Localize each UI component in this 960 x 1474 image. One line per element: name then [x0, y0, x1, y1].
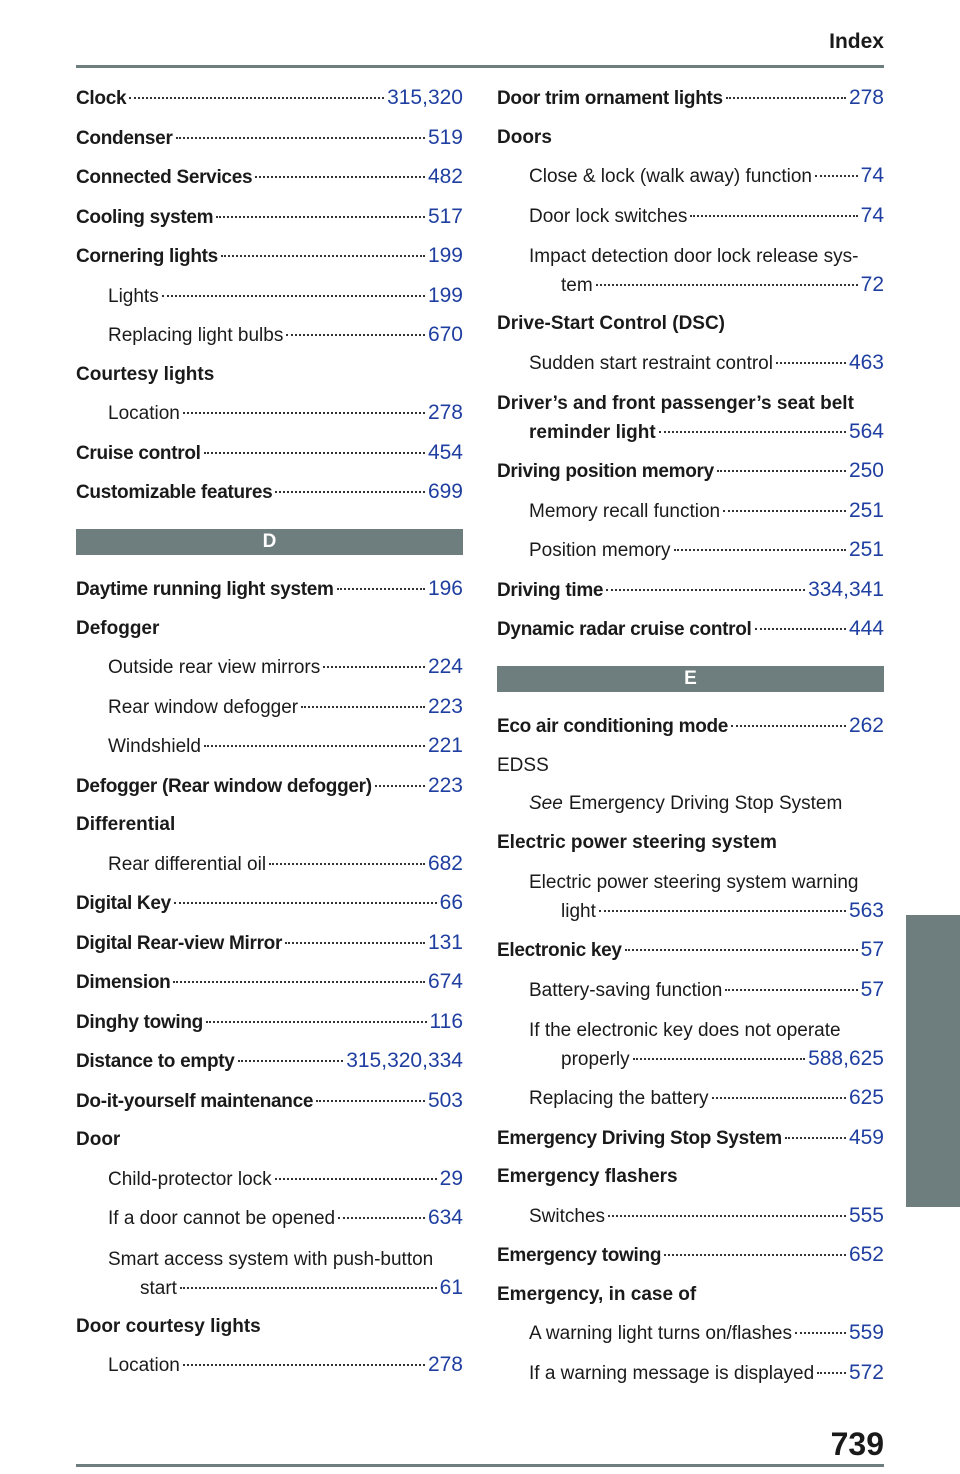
- index-subentry: [76, 401, 463, 426]
- index-subentry: [497, 164, 884, 189]
- leader-dots: [269, 863, 425, 865]
- entry-label-line: Electric power steering system warning: [529, 872, 859, 893]
- page-reference-link[interactable]: 625: [848, 1086, 884, 1109]
- index-heading-label: Differential: [76, 814, 176, 835]
- page-reference-link[interactable]: 278: [427, 1353, 463, 1376]
- page-reference-link[interactable]: 555: [848, 1203, 884, 1227]
- index-entry: [76, 480, 463, 505]
- page-reference-link[interactable]: 251: [848, 498, 884, 522]
- entry-label: Daytime running light system: [76, 579, 334, 600]
- index-entry: [76, 205, 463, 230]
- leader-dots: [596, 284, 858, 286]
- entry-label: Switches: [529, 1205, 606, 1227]
- leader-dots: [173, 981, 425, 983]
- index-column-left: [76, 86, 463, 1393]
- page-reference-link[interactable]: 57: [860, 938, 884, 961]
- leader-dots: [633, 1058, 805, 1060]
- leader-dots: [286, 334, 425, 336]
- page-reference-link[interactable]: 674: [427, 970, 463, 993]
- page-reference-link[interactable]: 196: [427, 577, 463, 600]
- entry-label: Driving position memory: [497, 461, 714, 482]
- index-entry: [76, 1049, 463, 1074]
- entry-label: Close & lock (walk away) function: [529, 166, 812, 187]
- index-heading-label: Courtesy lights: [76, 363, 215, 385]
- page-reference-link[interactable]: 278: [848, 86, 884, 109]
- entry-label: Cruise control: [76, 442, 201, 464]
- entry-label: Digital Rear-view Mirror: [76, 932, 283, 954]
- entry-label: Clock: [76, 88, 127, 109]
- index-heading: [497, 126, 884, 150]
- page-reference-link[interactable]: 670: [427, 323, 463, 346]
- page-reference-link[interactable]: 652: [848, 1243, 884, 1266]
- index-entry: [76, 441, 463, 466]
- leader-dots: [204, 452, 425, 454]
- index-entry-wrapped: [497, 243, 884, 300]
- leader-dots: [337, 588, 425, 590]
- entry-label: Replacing light bulbs: [108, 325, 284, 346]
- page-reference-link[interactable]: 334,341: [808, 577, 884, 601]
- index-heading: [497, 312, 884, 336]
- leader-dots: [216, 216, 425, 218]
- page-reference-link[interactable]: 559: [848, 1321, 884, 1344]
- entry-label: Do-it-yourself maintenance: [76, 1090, 314, 1112]
- entry-label-continued: light: [561, 901, 596, 922]
- index-subentry: [76, 734, 463, 759]
- entry-label: A warning light turns on/flashes: [529, 1323, 792, 1344]
- page-header-title: Index: [829, 30, 884, 53]
- leader-dots: [608, 1215, 846, 1217]
- entry-continuation: [497, 418, 884, 447]
- page-reference-link[interactable]: 517: [427, 204, 463, 228]
- leader-dots: [606, 589, 805, 591]
- entry-continuation: [529, 897, 884, 926]
- page-reference-link[interactable]: 199: [427, 283, 463, 307]
- entry-label: Sudden start restraint control: [529, 352, 773, 374]
- entry-label-continued: reminder light: [529, 422, 656, 443]
- index-heading: [497, 831, 884, 855]
- leader-dots: [795, 1332, 846, 1334]
- entry-label: Condenser: [76, 127, 173, 149]
- index-subentry: [497, 1361, 884, 1386]
- page-reference-link[interactable]: 74: [860, 203, 884, 227]
- index-entry: [76, 86, 463, 111]
- entry-label: Windshield: [108, 736, 201, 757]
- index-entry: [497, 1243, 884, 1268]
- leader-dots: [275, 491, 425, 493]
- index-heading: [76, 1315, 463, 1339]
- leader-dots: [221, 255, 425, 257]
- index-entry: [497, 86, 884, 111]
- index-entry: [76, 244, 463, 269]
- leader-dots: [174, 902, 437, 904]
- index-heading: [497, 754, 884, 778]
- index-heading-label: Doors: [497, 126, 552, 148]
- entry-label: Battery-saving function: [529, 979, 723, 1001]
- footer-divider: [76, 1464, 884, 1467]
- entry-label: Customizable features: [76, 482, 273, 503]
- index-subentry: [76, 852, 463, 877]
- page-reference-link[interactable]: 251: [848, 538, 884, 561]
- entry-label: Cooling system: [76, 206, 214, 228]
- index-subentry: [497, 978, 884, 1003]
- page-reference-link[interactable]: 634: [427, 1206, 463, 1229]
- leader-dots: [206, 1021, 427, 1023]
- entry-label: Position memory: [529, 540, 671, 561]
- entry-label: Electronic key: [497, 940, 622, 961]
- page-reference-link[interactable]: 563: [848, 899, 884, 922]
- entry-label: Rear window defogger: [108, 696, 299, 718]
- leader-dots: [129, 97, 384, 99]
- index-entry-wrapped: [76, 1246, 463, 1303]
- entry-label-line: Impact detection door lock release sys-: [529, 246, 859, 267]
- page-reference-link[interactable]: 519: [427, 125, 463, 149]
- index-entry: [76, 577, 463, 602]
- leader-dots: [255, 176, 425, 178]
- page-reference-link[interactable]: 444: [848, 617, 884, 640]
- leader-dots: [180, 1287, 437, 1289]
- leader-dots: [183, 1364, 425, 1366]
- leader-dots: [238, 1060, 344, 1062]
- page-reference-link[interactable]: 482: [427, 165, 463, 188]
- entry-label-line: Smart access system with push-button: [108, 1248, 434, 1270]
- entry-label-line: If the electronic key does not operate: [529, 1020, 841, 1041]
- leader-dots: [316, 1100, 425, 1102]
- page-reference-link[interactable]: 454: [427, 440, 463, 464]
- entry-label: Rear differential oil: [108, 853, 267, 875]
- leader-dots: [674, 549, 846, 551]
- index-subentry: [497, 1321, 884, 1346]
- leader-dots: [659, 431, 846, 433]
- leader-dots: [690, 215, 857, 217]
- page-reference-link[interactable]: 116: [429, 1009, 463, 1033]
- page-reference-link[interactable]: 572: [848, 1360, 884, 1384]
- leader-dots: [275, 1178, 437, 1180]
- index-entry: [76, 1010, 463, 1035]
- header-divider: [76, 65, 884, 68]
- leader-dots: [712, 1097, 846, 1099]
- index-entry: [76, 931, 463, 956]
- leader-dots: [731, 725, 846, 727]
- page-reference-link[interactable]: 459: [848, 1125, 884, 1149]
- index-subentry: [497, 1204, 884, 1229]
- index-entry: [497, 714, 884, 739]
- page-reference-link[interactable]: 262: [848, 714, 884, 737]
- index-heading: [497, 1165, 884, 1189]
- entry-label: Driving time: [497, 579, 604, 601]
- section-letter-header: D: [76, 529, 463, 555]
- page-reference-link[interactable]: 223: [427, 773, 463, 797]
- leader-dots: [285, 942, 425, 944]
- index-see-reference: [497, 792, 884, 816]
- page-reference-link[interactable]: 131: [427, 930, 463, 954]
- index-entry: [497, 938, 884, 963]
- leader-dots: [785, 1137, 846, 1139]
- index-heading: [497, 1283, 884, 1307]
- page-reference-link[interactable]: 682: [427, 851, 463, 875]
- page-reference-link[interactable]: 503: [427, 1088, 463, 1112]
- index-heading-label: Door: [76, 1129, 121, 1150]
- leader-dots: [183, 412, 425, 414]
- section-tab-marker: [906, 915, 960, 1207]
- page-reference-link[interactable]: 29: [439, 1166, 463, 1190]
- entry-continuation: [529, 1045, 884, 1074]
- index-entry: [76, 126, 463, 151]
- leader-dots: [755, 628, 846, 630]
- page-reference-link[interactable]: 199: [427, 244, 463, 267]
- page-reference-link[interactable]: 463: [848, 350, 884, 374]
- index-heading-label: Defogger: [76, 617, 160, 639]
- entry-label: Door lock switches: [529, 205, 688, 227]
- index-entry-wrapped: [497, 869, 884, 926]
- leader-dots: [723, 510, 846, 512]
- page-reference-link[interactable]: 588,625: [808, 1047, 884, 1070]
- see-target[interactable]: Emergency Driving Stop System: [568, 793, 843, 814]
- entry-label: Emergency towing: [497, 1245, 662, 1266]
- entry-label: Cornering lights: [76, 246, 218, 267]
- entry-label: Dinghy towing: [76, 1011, 203, 1033]
- entry-label-continued: properly: [561, 1049, 630, 1070]
- index-subentry: [497, 351, 884, 376]
- leader-dots: [717, 470, 846, 472]
- entry-label: Digital Key: [76, 893, 171, 914]
- entry-continuation: [529, 271, 884, 300]
- leader-dots: [625, 949, 858, 951]
- entry-label: Defogger (Rear window defogger): [76, 775, 372, 797]
- index-entry: [76, 165, 463, 190]
- index-subentry: [76, 1206, 463, 1231]
- index-subentry: [76, 284, 463, 309]
- index-entry-wrapped: [497, 1017, 884, 1074]
- entry-label: Location: [108, 403, 180, 424]
- leader-dots: [726, 97, 846, 99]
- index-entry: [497, 578, 884, 603]
- index-entry: [497, 1126, 884, 1151]
- leader-dots: [725, 989, 857, 991]
- leader-dots: [162, 295, 425, 297]
- index-subentry: [76, 1353, 463, 1378]
- leader-dots: [817, 1372, 846, 1374]
- index-subentry: [76, 655, 463, 680]
- leader-dots: [204, 745, 425, 747]
- section-letter-header: E: [497, 666, 884, 692]
- entry-label-continued: start: [140, 1277, 177, 1299]
- leader-dots: [323, 666, 425, 668]
- index-heading-label: Drive-Start Control (DSC): [497, 313, 726, 334]
- page-reference-link[interactable]: 72: [860, 273, 884, 296]
- index-subentry: [497, 499, 884, 524]
- index-heading: [76, 617, 463, 641]
- leader-dots: [776, 362, 846, 364]
- index-entry: [76, 1089, 463, 1114]
- index-entry: [497, 617, 884, 642]
- leader-dots: [176, 137, 425, 139]
- leader-dots: [815, 175, 858, 177]
- entry-label-continued: tem: [561, 275, 593, 296]
- page-reference-link[interactable]: 224: [427, 655, 463, 678]
- entry-label: Emergency Driving Stop System: [497, 1127, 782, 1149]
- index-subentry: [497, 204, 884, 229]
- leader-dots: [301, 706, 425, 708]
- index-subentry: [497, 1086, 884, 1111]
- entry-label: Child-protector lock: [108, 1168, 272, 1190]
- entry-continuation: [108, 1274, 463, 1303]
- index-heading-label: Emergency flashers: [497, 1166, 678, 1187]
- entry-label: Connected Services: [76, 167, 253, 188]
- leader-dots: [375, 785, 425, 787]
- entry-label: Replacing the battery: [529, 1088, 709, 1109]
- index-heading-label: Emergency, in case of: [497, 1283, 697, 1305]
- index-subentry: [497, 538, 884, 563]
- entry-label: Distance to empty: [76, 1051, 235, 1072]
- leader-dots: [599, 910, 846, 912]
- page-reference-link[interactable]: 250: [848, 459, 884, 482]
- entry-label: Eco air conditioning mode: [497, 716, 729, 737]
- index-subentry: [76, 695, 463, 720]
- page-reference-link[interactable]: 57: [860, 977, 884, 1001]
- leader-dots: [338, 1217, 425, 1219]
- page-reference-link[interactable]: 564: [848, 420, 884, 443]
- index-entry-wrapped: [497, 390, 884, 447]
- entry-label: Dimension: [76, 972, 171, 993]
- index-heading-label: Electric power steering system: [497, 831, 777, 853]
- index-subentry: [76, 323, 463, 348]
- entry-label: Memory recall function: [529, 500, 721, 522]
- page-reference-link[interactable]: 315,320: [387, 86, 463, 109]
- index-heading-label: EDSS: [497, 754, 549, 776]
- page-number: 739: [830, 1426, 884, 1462]
- index-heading: [76, 813, 463, 837]
- leader-dots: [664, 1254, 846, 1256]
- index-entry: [76, 774, 463, 799]
- page-reference-link[interactable]: 278: [427, 401, 463, 424]
- entry-label: Location: [108, 1355, 180, 1376]
- index-subentry: [76, 1167, 463, 1192]
- index-entry: [76, 970, 463, 995]
- page-reference-link[interactable]: 223: [427, 694, 463, 718]
- index-entry: [76, 891, 463, 916]
- index-heading-label: Door courtesy lights: [76, 1315, 261, 1337]
- entry-label: Lights: [108, 285, 159, 307]
- page-reference-link[interactable]: 66: [439, 891, 463, 914]
- entry-label: Outside rear view mirrors: [108, 657, 321, 678]
- index-heading: [76, 1128, 463, 1152]
- index-column-right: [497, 86, 884, 1400]
- index-heading: [76, 363, 463, 387]
- page-reference-link[interactable]: 221: [427, 734, 463, 757]
- page-reference-link[interactable]: 61: [439, 1275, 463, 1299]
- page-reference-link[interactable]: 74: [860, 164, 884, 187]
- entry-label: If a door cannot be opened: [108, 1208, 336, 1229]
- entry-label: Dynamic radar cruise control: [497, 619, 752, 640]
- page-reference-link[interactable]: 315,320,334: [346, 1049, 463, 1072]
- entry-label: Door trim ornament lights: [497, 88, 723, 109]
- page-reference-link[interactable]: 699: [427, 480, 463, 503]
- see-keyword: See: [529, 793, 563, 814]
- entry-label: If a warning message is displayed: [529, 1362, 815, 1384]
- entry-label-line: Driver’s and front passenger’s seat belt: [497, 393, 854, 414]
- index-entry: [497, 459, 884, 484]
